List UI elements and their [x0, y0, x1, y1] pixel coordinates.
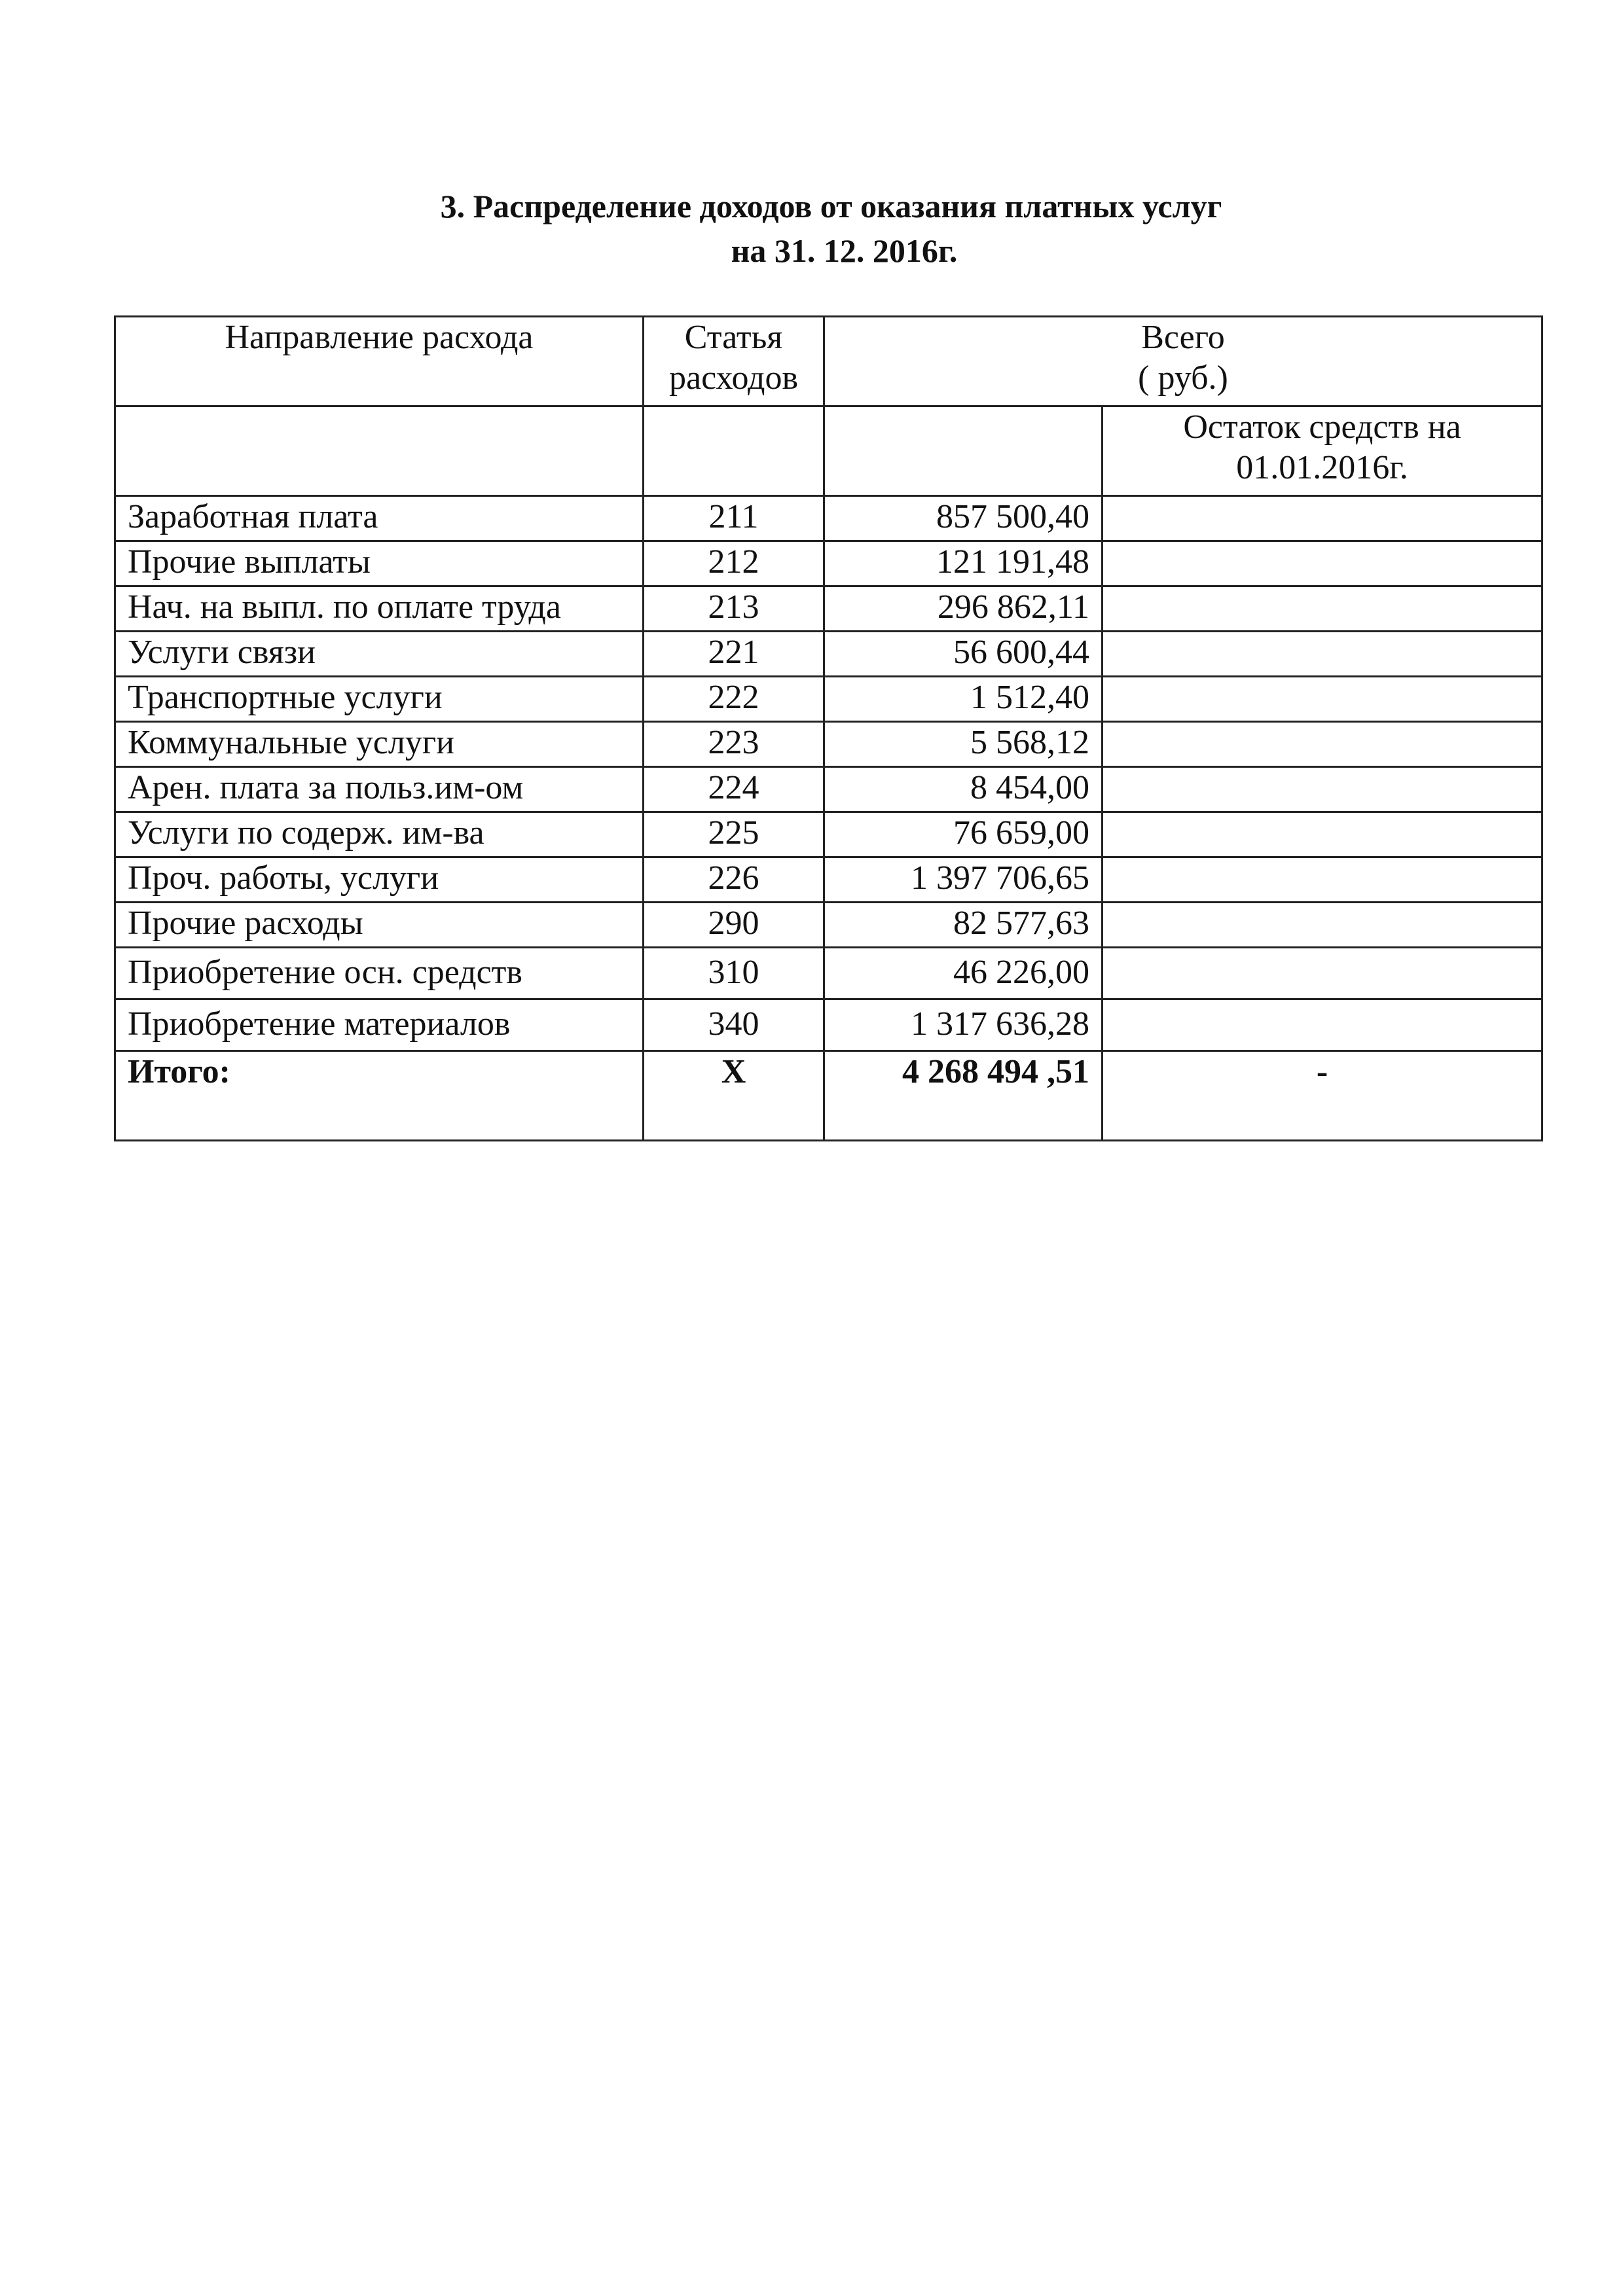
row-amount: 1 512,40: [824, 677, 1103, 722]
row-balance: [1103, 767, 1542, 812]
row-amount: 8 454,00: [824, 767, 1103, 812]
total-amount: 4 268 494 ,51: [824, 1051, 1103, 1141]
row-amount: 56 600,44: [824, 632, 1103, 677]
table-row: [115, 586, 1542, 632]
header-article-line2: расходов: [668, 359, 798, 397]
table-row: [115, 722, 1542, 767]
row-code: 340: [644, 999, 824, 1051]
row-amount: 82 577,63: [824, 903, 1103, 948]
row-code: 223: [644, 722, 824, 767]
row-balance: [1103, 541, 1542, 586]
row-code: 310: [644, 948, 824, 999]
row-code: 290: [644, 903, 824, 948]
header-total: [824, 317, 1542, 406]
table-row: [115, 496, 1542, 541]
header-balance: [1103, 406, 1542, 496]
row-amount: 5 568,12: [824, 722, 1103, 767]
row-amount: 46 226,00: [824, 948, 1103, 999]
table-subheader-row: [115, 406, 1542, 496]
expense-distribution-table: [114, 315, 1543, 1141]
row-amount: 857 500,40: [824, 496, 1103, 541]
row-name: Проч. работы, услуги: [115, 857, 644, 903]
subheader-empty-1: [115, 406, 644, 496]
header-article: [644, 317, 824, 406]
document-date: на 31. 12. 2016г.: [731, 232, 958, 269]
total-balance: -: [1103, 1051, 1542, 1141]
header-total-line2: ( руб.): [1138, 359, 1228, 397]
row-balance: [1103, 999, 1542, 1051]
row-amount: 76 659,00: [824, 812, 1103, 857]
document-title: 3. Распределение доходов от оказания платных услуг: [440, 188, 1222, 224]
row-balance: [1103, 857, 1542, 903]
row-amount: 296 862,11: [824, 586, 1103, 632]
table-row: [115, 857, 1542, 903]
table-row: [115, 767, 1542, 812]
row-balance: [1103, 903, 1542, 948]
row-amount: 1 397 706,65: [824, 857, 1103, 903]
row-code: 221: [644, 632, 824, 677]
header-balance-line1: Остаток средств на: [1183, 408, 1461, 446]
row-name: Приобретение осн. средств: [115, 948, 644, 999]
row-code: 226: [644, 857, 824, 903]
subheader-empty-2: [644, 406, 824, 496]
row-code: 212: [644, 541, 824, 586]
row-code: 222: [644, 677, 824, 722]
table-row: [115, 948, 1542, 999]
row-amount: 121 191,48: [824, 541, 1103, 586]
row-balance: [1103, 496, 1542, 541]
table-row: [115, 541, 1542, 586]
row-name: Приобретение материалов: [115, 999, 644, 1051]
row-name: Прочие расходы: [115, 903, 644, 948]
header-article-line1: Статья: [684, 319, 783, 356]
total-label: Итого:: [115, 1051, 644, 1141]
row-name: Заработная плата: [115, 496, 644, 541]
row-name: Транспортные услуги: [115, 677, 644, 722]
total-row: [115, 1051, 1542, 1141]
row-name: Услуги по содерж. им-ва: [115, 812, 644, 857]
row-code: 213: [644, 586, 824, 632]
header-direction: Направление расхода: [115, 317, 644, 406]
subheader-empty-3: [824, 406, 1103, 496]
row-name: Нач. на выпл. по оплате труда: [115, 586, 644, 632]
row-name: Коммунальные услуги: [115, 722, 644, 767]
row-code: 225: [644, 812, 824, 857]
row-balance: [1103, 722, 1542, 767]
row-code: 224: [644, 767, 824, 812]
table-row: [115, 677, 1542, 722]
header-balance-line2: 01.01.2016г.: [1236, 449, 1408, 486]
total-code: Х: [644, 1051, 824, 1141]
table-row: [115, 903, 1542, 948]
table-row: [115, 999, 1542, 1051]
table-row: [115, 812, 1542, 857]
row-balance: [1103, 948, 1542, 999]
table-row: [115, 632, 1542, 677]
row-code: 211: [644, 496, 824, 541]
header-total-line1: Всего: [1141, 319, 1225, 356]
row-amount: 1 317 636,28: [824, 999, 1103, 1051]
row-balance: [1103, 632, 1542, 677]
row-balance: [1103, 812, 1542, 857]
row-name: Прочие выплаты: [115, 541, 644, 586]
row-name: Услуги связи: [115, 632, 644, 677]
row-name: Арен. плата за польз.им-ом: [115, 767, 644, 812]
row-balance: [1103, 677, 1542, 722]
row-balance: [1103, 586, 1542, 632]
table-header-row: [115, 317, 1542, 406]
